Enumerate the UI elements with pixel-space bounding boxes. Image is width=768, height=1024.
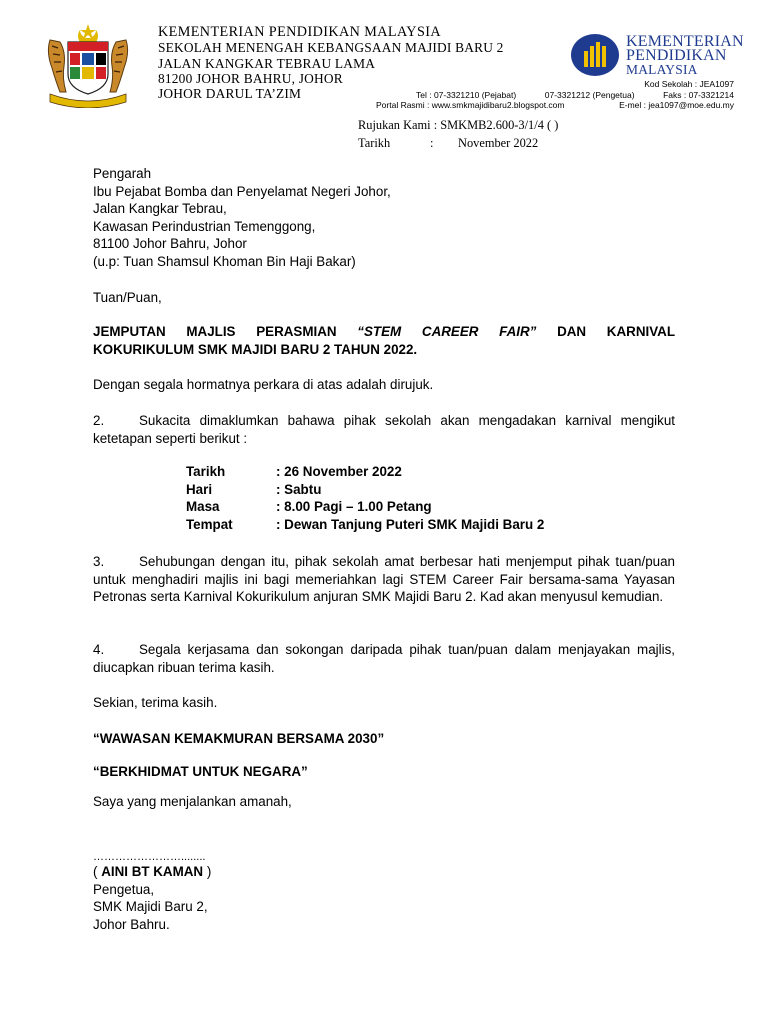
address-line: Ibu Pejabat Bomba dan Penyelamat Negeri Johor,: [93, 183, 391, 199]
address-line: (u.p: Tuan Shamsul Khoman Bin Haji Bakar): [93, 253, 356, 269]
paragraph-text: Sukacita dimaklumkan bahawa pihak sekolah akan mengadakan karnival mengikut ketetapan seperti berikut :: [93, 413, 675, 446]
detail-label: Tempat: [186, 516, 233, 532]
paragraph-number: 4.: [93, 642, 105, 657]
signatory-name-row: [93, 863, 211, 881]
detail-value: : Sabtu: [276, 481, 322, 497]
subject-event-name: “STEM CAREER FAIR”: [357, 324, 537, 339]
detail-row: [186, 498, 544, 516]
date-value: November 2022: [458, 136, 539, 150]
paragraph-text: Segala kerjasama dan sokongan daripada pihak tuan/puan dalam menjayakan majlis, diucapkan ribuan terima kasih.: [93, 642, 675, 675]
address-line: Jalan Kangkar Tebrau,: [93, 201, 227, 216]
reference-block: [358, 116, 558, 152]
paragraph-2: [93, 412, 675, 447]
detail-row: [186, 516, 544, 534]
signatory-title: Johor Bahru.: [93, 916, 170, 932]
paragraph-3: [93, 553, 675, 606]
address-line: Kawasan Perindustrian Temenggong,: [93, 218, 316, 234]
phone-row: [376, 90, 734, 101]
signatory-title: Pengetua,: [93, 881, 155, 897]
kpm-logo-icon: [570, 33, 620, 77]
signatory-name: AINI BT KAMAN: [101, 864, 204, 879]
date-row: [358, 134, 558, 152]
date-colon: :: [430, 136, 434, 150]
kpm-logo-text: [626, 35, 744, 77]
subject-line-1: [93, 323, 675, 341]
paragraph-text: Sehubungan dengan itu, pihak sekolah amat berbesar hati menjemput pihak tuan/puan untuk menghadiri majlis ini bagi memeriahkan lagi STEM Career Fair bersama-sama Yayasan Petronas serta Karnival Kokurikulum anjuran SMK Majidi Baru 2. Kad akan menyusul kemudian.: [93, 554, 675, 604]
kpm-logo-line: MALAYSIA: [626, 62, 698, 77]
detail-label: Hari: [186, 481, 213, 497]
school-code: Kod Sekolah : JEA1097: [644, 79, 734, 89]
detail-label: Masa: [186, 499, 220, 514]
event-details: [186, 463, 544, 533]
school-address-line: JOHOR DARUL TA’ZIM: [158, 86, 302, 102]
tel-office: Tel : 07-3321210 (Pejabat): [416, 89, 517, 100]
detail-row: [186, 481, 544, 499]
email-link[interactable]: E-mel : jea1097@moe.edu.my: [619, 100, 734, 110]
school-address-line: 81200 JOHOR BAHRU, JOHOR: [158, 70, 343, 86]
reference-value: : SMKMB2.600-3/1/4 ( ): [433, 118, 559, 132]
detail-row: [186, 463, 544, 481]
signatory-block: [93, 863, 211, 933]
paragraph-number: 3.: [93, 554, 105, 569]
trust-statement: Saya yang menjalankan amanah,: [93, 794, 292, 809]
closing-remark: Sekian, terima kasih.: [93, 695, 218, 710]
subject-text: DAN KARNIVAL: [536, 324, 675, 339]
motto-wawasan: “WAWASAN KEMAKMURAN BERSAMA 2030”: [93, 731, 385, 746]
school-name: SEKOLAH MENENGAH KEBANGSAAN MAJIDI BARU 2: [158, 40, 504, 56]
detail-value: : Dewan Tanjung Puteri SMK Majidi Baru 2: [276, 516, 545, 532]
address-line: Pengarah: [93, 166, 152, 181]
address-line: 81100 Johor Bahru, Johor: [93, 236, 247, 251]
paragraph-1: Dengan segala hormatnya perkara di atas adalah dirujuk.: [93, 377, 434, 392]
tel-principal: 07-3321212 (Pengetua): [544, 89, 635, 100]
motto-berkhidmat: “BERKHIDMAT UNTUK NEGARA”: [93, 764, 308, 779]
detail-value: : 26 November 2022: [276, 464, 402, 479]
paragraph-4: [93, 641, 675, 676]
subject-text: JEMPUTAN MAJLIS PERASMIAN: [93, 324, 358, 339]
reference-row: [358, 116, 558, 134]
bracket: (: [93, 864, 102, 879]
date-label: Tarikh: [358, 136, 391, 150]
kpm-logo-line: PENDIDIKAN: [626, 47, 727, 64]
kpm-logo-line: KEMENTERIAN: [626, 33, 744, 50]
paragraph-number: 2.: [93, 413, 105, 428]
detail-label: Tarikh: [186, 464, 226, 479]
signature-line: ……………………........: [93, 851, 206, 863]
reference-label: Rujukan Kami: [358, 118, 431, 132]
detail-value: : 8.00 Pagi – 1.00 Petang: [276, 499, 432, 514]
portal-link[interactable]: Portal Rasmi : www.smkmajidibaru2.blogspot.com: [376, 100, 565, 110]
salutation: Tuan/Puan,: [93, 290, 162, 305]
signatory-title: SMK Majidi Baru 2,: [93, 899, 208, 914]
bracket: ): [203, 864, 212, 879]
web-row: [376, 100, 734, 111]
subject-line-2: KOKURIKULUM SMK MAJIDI BARU 2 TAHUN 2022.: [93, 341, 418, 357]
malaysia-coat-of-arms-icon: [42, 22, 134, 108]
ministry-name: KEMENTERIAN PENDIDIKAN MALAYSIA: [158, 24, 442, 40]
fax-number: Faks : 07-3321214: [663, 89, 734, 100]
recipient-address: [93, 165, 391, 270]
school-address-line: JALAN KANGKAR TEBRAU LAMA: [158, 55, 376, 71]
contact-info: [376, 79, 734, 111]
letter-subject: [93, 323, 675, 358]
